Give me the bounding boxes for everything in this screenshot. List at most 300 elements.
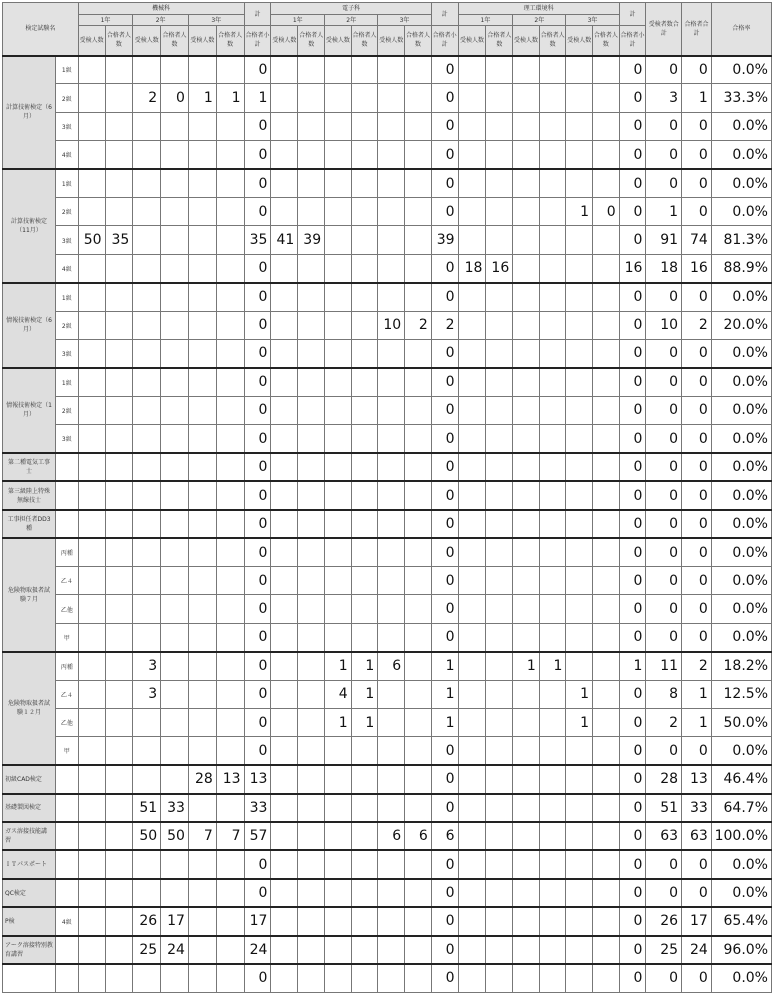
value-cell <box>325 368 352 396</box>
pass-rate-cell: 88.9% <box>711 254 771 282</box>
value-cell: 0 <box>431 936 458 964</box>
value-cell: 1 <box>566 680 593 708</box>
value-cell <box>458 567 486 595</box>
value-cell <box>486 197 513 225</box>
value-cell <box>593 510 620 538</box>
value-cell: 0 <box>244 311 271 339</box>
grade-cell <box>55 453 78 481</box>
value-cell: 39 <box>298 226 325 254</box>
value-cell <box>351 56 378 84</box>
grade-cell: 乙４ <box>55 680 78 708</box>
value-cell <box>325 254 352 282</box>
value-cell: 1 <box>325 708 352 736</box>
value-cell <box>216 964 244 992</box>
value-cell: 0 <box>244 680 271 708</box>
value-cell: 0 <box>682 425 712 453</box>
value-cell: 0 <box>682 197 712 225</box>
value-cell <box>78 481 105 509</box>
value-cell <box>105 595 133 623</box>
value-cell: 0 <box>593 197 620 225</box>
table-row <box>3 283 772 311</box>
value-cell: 0 <box>244 567 271 595</box>
table-row <box>3 595 772 623</box>
value-cell: 1 <box>513 652 540 680</box>
exam-name-cell: 第二種電気工事士 <box>3 453 56 481</box>
pass-rate-cell: 50.0% <box>711 708 771 736</box>
header-examinees: 受検人数 <box>78 26 105 56</box>
exam-name-cell: 計算技術検定（11月） <box>3 169 56 283</box>
value-cell <box>378 538 405 566</box>
value-cell <box>513 425 540 453</box>
value-cell <box>458 765 486 793</box>
pass-rate-cell: 0.0% <box>711 112 771 140</box>
value-cell <box>78 623 105 651</box>
value-cell <box>298 339 325 367</box>
value-cell: 25 <box>646 936 682 964</box>
value-cell <box>188 56 216 84</box>
value-cell <box>351 226 378 254</box>
value-cell <box>593 56 620 84</box>
value-cell <box>298 737 325 765</box>
value-cell <box>539 368 566 396</box>
pass-rate-cell: 0.0% <box>711 169 771 197</box>
table-row <box>3 339 772 367</box>
header-total-mechanical: 計 <box>244 3 271 26</box>
header-pass-rate: 合格率 <box>711 3 771 56</box>
header-examinees: 受検人数 <box>271 26 298 56</box>
value-cell <box>161 283 189 311</box>
value-cell <box>486 936 513 964</box>
value-cell <box>351 254 378 282</box>
value-cell <box>351 737 378 765</box>
value-cell <box>458 481 486 509</box>
exam-name-cell: 情報技術検定（6月） <box>3 283 56 368</box>
value-cell <box>133 595 161 623</box>
value-cell <box>325 907 352 935</box>
value-cell: 16 <box>486 254 513 282</box>
value-cell: 0 <box>619 197 646 225</box>
value-cell <box>105 964 133 992</box>
value-cell: 13 <box>244 765 271 793</box>
value-cell <box>566 623 593 651</box>
value-cell <box>351 368 378 396</box>
header-year: 3年 <box>566 15 619 26</box>
value-cell: 0 <box>244 964 271 992</box>
grade-cell: 1級 <box>55 283 78 311</box>
value-cell <box>566 283 593 311</box>
value-cell <box>351 907 378 935</box>
value-cell: 0 <box>244 254 271 282</box>
value-cell <box>378 510 405 538</box>
value-cell <box>539 737 566 765</box>
value-cell <box>161 226 189 254</box>
value-cell <box>298 822 325 850</box>
table-row <box>3 56 772 84</box>
value-cell <box>486 879 513 907</box>
value-cell <box>325 169 352 197</box>
value-cell <box>486 510 513 538</box>
pass-rate-cell: 0.0% <box>711 737 771 765</box>
header-passers: 合格者人数 <box>351 26 378 56</box>
value-cell: 0 <box>619 56 646 84</box>
value-cell <box>298 708 325 736</box>
grade-cell <box>55 510 78 538</box>
value-cell: 0 <box>431 538 458 566</box>
value-cell: 0 <box>619 510 646 538</box>
value-cell <box>539 765 566 793</box>
value-cell <box>325 510 352 538</box>
value-cell: 1 <box>351 708 378 736</box>
value-cell: 0 <box>682 510 712 538</box>
value-cell <box>271 197 298 225</box>
value-cell <box>78 964 105 992</box>
value-cell <box>325 283 352 311</box>
value-cell <box>105 112 133 140</box>
value-cell <box>188 794 216 822</box>
header-dept-electronics: 電子科 <box>271 3 431 15</box>
value-cell <box>105 56 133 84</box>
value-cell: 0 <box>431 141 458 169</box>
value-cell <box>216 708 244 736</box>
value-cell <box>161 623 189 651</box>
value-cell: 13 <box>216 765 244 793</box>
value-cell: 50 <box>161 822 189 850</box>
value-cell <box>378 794 405 822</box>
value-cell: 0 <box>646 538 682 566</box>
value-cell <box>78 737 105 765</box>
value-cell <box>458 907 486 935</box>
value-cell: 0 <box>619 879 646 907</box>
value-cell <box>298 850 325 878</box>
value-cell <box>539 169 566 197</box>
value-cell <box>161 879 189 907</box>
value-cell <box>133 850 161 878</box>
value-cell <box>78 936 105 964</box>
exam-name-cell: 計算技術検定（6月） <box>3 56 56 170</box>
value-cell <box>133 623 161 651</box>
value-cell <box>78 794 105 822</box>
value-cell: 0 <box>619 737 646 765</box>
header-year: 2年 <box>133 15 189 26</box>
value-cell <box>593 652 620 680</box>
table-row <box>3 708 772 736</box>
value-cell: 39 <box>431 226 458 254</box>
value-cell <box>593 283 620 311</box>
value-cell <box>78 822 105 850</box>
table-row <box>3 112 772 140</box>
value-cell <box>458 396 486 424</box>
table-body <box>3 56 772 993</box>
value-cell <box>405 425 432 453</box>
table-row <box>3 850 772 878</box>
value-cell: 6 <box>405 822 432 850</box>
value-cell <box>78 765 105 793</box>
value-cell <box>188 481 216 509</box>
value-cell: 0 <box>646 368 682 396</box>
value-cell <box>405 850 432 878</box>
value-cell <box>486 538 513 566</box>
value-cell <box>133 567 161 595</box>
value-cell <box>539 879 566 907</box>
value-cell: 0 <box>431 368 458 396</box>
table-row <box>3 368 772 396</box>
value-cell <box>298 623 325 651</box>
value-cell: 10 <box>378 311 405 339</box>
value-cell <box>298 453 325 481</box>
value-cell: 6 <box>431 822 458 850</box>
value-cell <box>513 141 540 169</box>
value-cell: 0 <box>431 765 458 793</box>
value-cell: 0 <box>431 254 458 282</box>
value-cell: 63 <box>682 822 712 850</box>
table-row <box>3 567 772 595</box>
value-cell <box>351 794 378 822</box>
value-cell: 0 <box>244 538 271 566</box>
grade-cell: 1級 <box>55 368 78 396</box>
value-cell <box>271 623 298 651</box>
value-cell: 18 <box>646 254 682 282</box>
value-cell <box>298 567 325 595</box>
value-cell <box>161 368 189 396</box>
value-cell <box>78 141 105 169</box>
value-cell <box>566 311 593 339</box>
value-cell <box>566 822 593 850</box>
header-subtotal: 合格者小計 <box>244 26 271 56</box>
value-cell <box>539 936 566 964</box>
value-cell <box>188 623 216 651</box>
value-cell <box>188 680 216 708</box>
value-cell <box>133 708 161 736</box>
value-cell: 0 <box>431 964 458 992</box>
pass-rate-cell: 12.5% <box>711 680 771 708</box>
value-cell <box>378 339 405 367</box>
value-cell <box>539 907 566 935</box>
value-cell <box>539 254 566 282</box>
value-cell <box>593 311 620 339</box>
value-cell <box>161 708 189 736</box>
value-cell: 0 <box>244 396 271 424</box>
value-cell <box>378 964 405 992</box>
value-cell <box>405 141 432 169</box>
value-cell <box>133 197 161 225</box>
value-cell <box>405 396 432 424</box>
header-examinees: 受検人数 <box>133 26 161 56</box>
value-cell: 33 <box>244 794 271 822</box>
value-cell <box>539 964 566 992</box>
value-cell <box>351 84 378 112</box>
value-cell <box>161 311 189 339</box>
value-cell <box>325 481 352 509</box>
value-cell <box>593 567 620 595</box>
value-cell <box>566 737 593 765</box>
value-cell <box>566 226 593 254</box>
value-cell <box>378 680 405 708</box>
value-cell <box>458 56 486 84</box>
value-cell <box>298 510 325 538</box>
header-year: 1年 <box>78 15 133 26</box>
value-cell: 0 <box>431 112 458 140</box>
value-cell: 0 <box>619 368 646 396</box>
value-cell <box>271 254 298 282</box>
value-cell: 0 <box>646 850 682 878</box>
exam-name-cell <box>3 964 56 992</box>
value-cell <box>486 652 513 680</box>
value-cell: 1 <box>431 680 458 708</box>
value-cell: 25 <box>133 936 161 964</box>
value-cell <box>458 425 486 453</box>
value-cell <box>486 56 513 84</box>
value-cell <box>78 538 105 566</box>
value-cell <box>566 368 593 396</box>
value-cell <box>216 510 244 538</box>
value-cell <box>593 936 620 964</box>
grade-cell: 乙４ <box>55 567 78 595</box>
value-cell <box>566 879 593 907</box>
value-cell: 0 <box>646 567 682 595</box>
value-cell: 0 <box>431 510 458 538</box>
value-cell <box>133 510 161 538</box>
value-cell: 51 <box>133 794 161 822</box>
value-cell: 26 <box>646 907 682 935</box>
value-cell <box>188 936 216 964</box>
value-cell: 0 <box>244 141 271 169</box>
value-cell <box>486 311 513 339</box>
value-cell <box>405 283 432 311</box>
value-cell <box>298 652 325 680</box>
value-cell: 0 <box>431 283 458 311</box>
value-cell <box>513 850 540 878</box>
value-cell <box>458 680 486 708</box>
value-cell: 0 <box>244 368 271 396</box>
value-cell <box>405 481 432 509</box>
value-cell <box>298 936 325 964</box>
value-cell <box>458 339 486 367</box>
value-cell <box>161 652 189 680</box>
value-cell <box>325 425 352 453</box>
value-cell <box>513 538 540 566</box>
pass-rate-cell: 0.0% <box>711 453 771 481</box>
value-cell: 0 <box>619 794 646 822</box>
value-cell <box>78 879 105 907</box>
table-row <box>3 254 772 282</box>
value-cell <box>161 453 189 481</box>
value-cell <box>133 481 161 509</box>
value-cell <box>271 794 298 822</box>
value-cell: 16 <box>682 254 712 282</box>
value-cell <box>405 453 432 481</box>
header-passers: 合格者人数 <box>405 26 432 56</box>
value-cell <box>539 850 566 878</box>
value-cell <box>271 169 298 197</box>
value-cell <box>271 425 298 453</box>
value-cell: 0 <box>431 737 458 765</box>
value-cell <box>566 794 593 822</box>
value-cell <box>216 112 244 140</box>
value-cell <box>378 850 405 878</box>
value-cell: 0 <box>682 112 712 140</box>
value-cell <box>105 680 133 708</box>
grade-cell: 3級 <box>55 112 78 140</box>
value-cell <box>188 453 216 481</box>
value-cell <box>378 112 405 140</box>
value-cell: 0 <box>682 964 712 992</box>
value-cell <box>351 197 378 225</box>
table-header <box>3 3 772 56</box>
value-cell: 2 <box>682 652 712 680</box>
value-cell: 0 <box>244 169 271 197</box>
value-cell: 0 <box>619 396 646 424</box>
value-cell <box>405 879 432 907</box>
table-row <box>3 481 772 509</box>
value-cell <box>105 510 133 538</box>
value-cell <box>271 481 298 509</box>
value-cell: 0 <box>646 425 682 453</box>
value-cell: 1 <box>619 652 646 680</box>
value-cell <box>188 510 216 538</box>
exam-name-cell: QC検定 <box>3 879 56 907</box>
value-cell <box>325 56 352 84</box>
grade-cell: 4級 <box>55 141 78 169</box>
value-cell <box>405 368 432 396</box>
value-cell: 0 <box>431 197 458 225</box>
value-cell <box>566 425 593 453</box>
value-cell <box>593 169 620 197</box>
table-row <box>3 822 772 850</box>
value-cell <box>271 964 298 992</box>
value-cell <box>161 396 189 424</box>
value-cell <box>133 453 161 481</box>
value-cell <box>566 481 593 509</box>
header-examinees: 受検人数 <box>513 26 540 56</box>
value-cell <box>566 765 593 793</box>
value-cell <box>78 84 105 112</box>
value-cell <box>378 84 405 112</box>
value-cell <box>513 623 540 651</box>
value-cell <box>539 538 566 566</box>
value-cell <box>325 822 352 850</box>
value-cell <box>351 425 378 453</box>
value-cell <box>486 567 513 595</box>
value-cell <box>513 112 540 140</box>
value-cell <box>539 567 566 595</box>
value-cell <box>325 623 352 651</box>
value-cell <box>351 765 378 793</box>
value-cell <box>298 879 325 907</box>
value-cell <box>405 907 432 935</box>
value-cell <box>271 680 298 708</box>
value-cell: 0 <box>431 623 458 651</box>
value-cell: 1 <box>431 652 458 680</box>
value-cell: 6 <box>378 822 405 850</box>
value-cell <box>458 708 486 736</box>
value-cell <box>378 197 405 225</box>
value-cell: 0 <box>646 56 682 84</box>
value-cell: 50 <box>133 822 161 850</box>
value-cell <box>378 765 405 793</box>
value-cell <box>566 141 593 169</box>
pass-rate-cell: 0.0% <box>711 623 771 651</box>
value-cell: 7 <box>216 822 244 850</box>
value-cell: 33 <box>682 794 712 822</box>
grade-cell <box>55 964 78 992</box>
pass-rate-cell: 20.0% <box>711 311 771 339</box>
pass-rate-cell: 0.0% <box>711 481 771 509</box>
value-cell <box>105 737 133 765</box>
value-cell: 0 <box>619 481 646 509</box>
value-cell <box>513 708 540 736</box>
value-cell <box>78 510 105 538</box>
value-cell: 0 <box>244 481 271 509</box>
